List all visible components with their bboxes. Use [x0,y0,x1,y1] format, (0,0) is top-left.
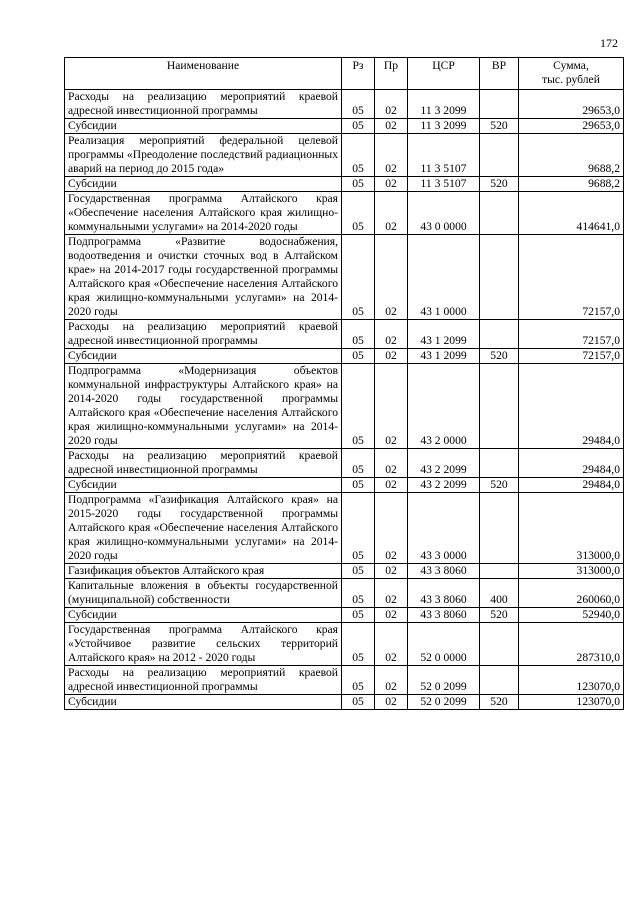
table-row [65,695,624,710]
cell-csr: 11 3 2099 [408,119,480,134]
cell-name: Субсидии [65,695,342,710]
cell-csr: 52 0 2099 [408,695,480,710]
cell-csr: 43 0 0000 [408,192,480,235]
cell-vr: 520 [480,349,519,364]
cell-name: Субсидии [65,478,342,493]
cell-pr: 02 [375,192,408,235]
cell-pr: 02 [375,666,408,695]
cell-rz: 05 [342,235,375,320]
cell-pr: 02 [375,579,408,608]
cell-pr: 02 [375,695,408,710]
header-name: Наименование [65,58,342,90]
cell-vr: 400 [480,579,519,608]
table-row [65,623,624,666]
cell-name: Субсидии [65,608,342,623]
table-row [65,320,624,349]
cell-sum: 29653,0 [519,90,624,119]
cell-rz: 05 [342,134,375,177]
cell-csr: 43 3 8060 [408,564,480,579]
cell-rz: 05 [342,695,375,710]
cell-vr: 520 [480,695,519,710]
cell-csr: 11 3 5107 [408,177,480,192]
cell-csr: 43 2 0000 [408,364,480,449]
header-pr: Пр [375,58,408,90]
cell-name: Капитальные вложения в объекты государственной (муниципальной) собственности [65,579,342,608]
cell-sum: 123070,0 [519,666,624,695]
page-number: 172 [600,36,618,50]
cell-pr: 02 [375,320,408,349]
cell-pr: 02 [375,478,408,493]
cell-rz: 05 [342,177,375,192]
cell-rz: 05 [342,608,375,623]
table-row [65,564,624,579]
header-sum [519,58,624,90]
cell-pr: 02 [375,449,408,478]
cell-vr: 520 [480,177,519,192]
cell-csr: 11 3 2099 [408,90,480,119]
cell-rz: 05 [342,449,375,478]
table-row [65,579,624,608]
table-row [65,134,624,177]
cell-sum: 72157,0 [519,320,624,349]
table-row [65,449,624,478]
cell-csr: 43 1 0000 [408,235,480,320]
cell-csr: 11 3 5107 [408,134,480,177]
cell-pr: 02 [375,493,408,564]
table-row [65,608,624,623]
cell-vr [480,192,519,235]
cell-csr: 43 2 2099 [408,478,480,493]
cell-sum: 260060,0 [519,579,624,608]
cell-pr: 02 [375,564,408,579]
cell-vr [480,564,519,579]
cell-name: Подпрограмма «Развитие водоснабжения, водоотведения и очистки сточных вод в Алтайском крае» на 2014-2017 годы государственной программы Алтайского края «Обеспечение населения Алтайского края жилищно-коммунальными услугами» на 2014-2020 годы [65,235,342,320]
cell-sum: 72157,0 [519,235,624,320]
cell-name: Субсидии [65,349,342,364]
cell-pr: 02 [375,90,408,119]
cell-csr: 52 0 0000 [408,623,480,666]
table-row [65,493,624,564]
cell-pr: 02 [375,119,408,134]
cell-vr [480,449,519,478]
cell-pr: 02 [375,623,408,666]
cell-name: Субсидии [65,119,342,134]
cell-pr: 02 [375,608,408,623]
cell-rz: 05 [342,579,375,608]
table-header [65,58,624,90]
cell-name: Государственная программа Алтайского края «Обеспечение населения Алтайского края жилищно-коммунальными услугами» на 2014-2020 годы [65,192,342,235]
table-row [65,235,624,320]
cell-name: Государственная программа Алтайского края «Устойчивое развитие сельских территорий Алтайского края» на 2012 - 2020 годы [65,623,342,666]
cell-name: Газификация объектов Алтайского края [65,564,342,579]
table-row [65,349,624,364]
cell-rz: 05 [342,364,375,449]
cell-rz: 05 [342,666,375,695]
table-row [65,364,624,449]
cell-pr: 02 [375,364,408,449]
table-row [65,177,624,192]
cell-rz: 05 [342,623,375,666]
cell-sum: 313000,0 [519,493,624,564]
table-row [65,666,624,695]
cell-name: Расходы на реализацию мероприятий краевой адресной инвестиционной программы [65,666,342,695]
cell-name: Подпрограмма «Газификация Алтайского края» на 2015-2020 годы государственной программы Алтайского края «Обеспечение населения Алтайского края жилищно-коммунальными услугами» на 2014-2020 годы [65,493,342,564]
header-sum-line1: Сумма, [553,59,589,72]
cell-sum: 52940,0 [519,608,624,623]
cell-rz: 05 [342,320,375,349]
cell-sum: 29484,0 [519,449,624,478]
cell-csr: 43 3 8060 [408,608,480,623]
table-row [65,119,624,134]
cell-rz: 05 [342,119,375,134]
cell-sum: 287310,0 [519,623,624,666]
cell-csr: 43 2 2099 [408,449,480,478]
cell-rz: 05 [342,478,375,493]
cell-name: Реализация мероприятий федеральной целевой программы «Преодоление последствий радиационных аварий на период до 2015 года» [65,134,342,177]
cell-sum: 29653,0 [519,119,624,134]
table-row [65,478,624,493]
cell-name: Расходы на реализацию мероприятий краевой адресной инвестиционной программы [65,449,342,478]
cell-pr: 02 [375,349,408,364]
cell-vr: 520 [480,119,519,134]
cell-csr: 43 1 2099 [408,349,480,364]
cell-vr [480,320,519,349]
cell-sum: 29484,0 [519,478,624,493]
cell-vr [480,364,519,449]
header-vr: ВР [480,58,519,90]
cell-vr: 520 [480,478,519,493]
budget-table [64,57,624,710]
cell-vr: 520 [480,608,519,623]
cell-pr: 02 [375,235,408,320]
cell-pr: 02 [375,177,408,192]
header-row [65,58,624,90]
table-body [65,90,624,710]
cell-vr [480,623,519,666]
cell-sum: 123070,0 [519,695,624,710]
header-csr: ЦСР [408,58,480,90]
header-rz: Рз [342,58,375,90]
cell-vr [480,235,519,320]
cell-rz: 05 [342,192,375,235]
cell-vr [480,90,519,119]
cell-rz: 05 [342,564,375,579]
cell-name: Расходы на реализацию мероприятий краевой адресной инвестиционной программы [65,320,342,349]
cell-sum: 414641,0 [519,192,624,235]
header-sum-line2: тыс. рублей [542,73,600,86]
table-row [65,90,624,119]
cell-name: Субсидии [65,177,342,192]
cell-rz: 05 [342,493,375,564]
cell-sum: 29484,0 [519,364,624,449]
cell-sum: 9688,2 [519,177,624,192]
cell-csr: 43 1 2099 [408,320,480,349]
cell-sum: 72157,0 [519,349,624,364]
cell-vr [480,134,519,177]
cell-name: Подпрограмма «Модернизация объектов коммунальной инфраструктуры Алтайского края» на 2014-2020 годы государственной программы Алтайского края «Обеспечение населения Алтайского края жилищно-коммунальными услугами» на 2014-2020 годы [65,364,342,449]
cell-rz: 05 [342,349,375,364]
cell-sum: 9688,2 [519,134,624,177]
cell-name: Расходы на реализацию мероприятий краевой адресной инвестиционной программы [65,90,342,119]
cell-sum: 313000,0 [519,564,624,579]
table-row [65,192,624,235]
cell-vr [480,493,519,564]
cell-pr: 02 [375,134,408,177]
cell-csr: 52 0 2099 [408,666,480,695]
cell-rz: 05 [342,90,375,119]
cell-csr: 43 3 8060 [408,579,480,608]
cell-csr: 43 3 0000 [408,493,480,564]
cell-vr [480,666,519,695]
